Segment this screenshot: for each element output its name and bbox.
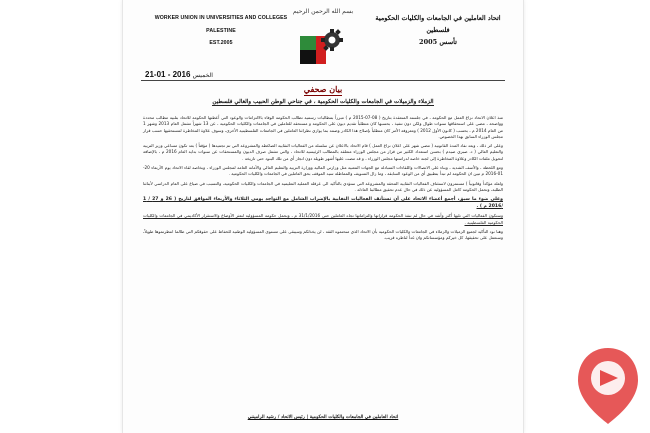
header-english-line1: WORKER UNION IN UNIVERSITIES AND COLLEGES (154, 15, 288, 21)
union-logo-icon (298, 22, 348, 68)
paragraph: وعلى اثر ذلك ، وبعد نفاد المدة القانونية ( مضي شهر على اعلان نزاع العمل ) قام الاتحاد بالاعلان عن سلسلة من الفعاليات النقابية الضاغطة والمشروعة التي تم تجميدها ( مؤقتاً ) بعد تكون مساعي وزير التربية والتعليم العالي ( د. صبري صيدم ) بحسن استعداد الكثير من قرار من مجلس الوزراء متعلقة بالمطالب الرئيسية للاتحاد ، والتي تشمل صرف الديون والمستحقات عن سنوات بداية العام 2016 م ، بالإضافة لتحويل ملفات الكادر وعلاوة المخاطرة إلى لجنة خاصة لدراستها مجلس الوزراء ، و قد مضت عليها أشهر طويلة دون انجاز أي من تلك البنود حتى تاريخه . (143, 143, 503, 161)
news-agency-watermark-icon (574, 346, 642, 426)
signature-text: اتحاد العاملين في الجامعات والكليات الحكومية | رئيس الاتحاد / رشيد الرامينني (247, 415, 399, 420)
header-english-line2: PALESTINE (206, 28, 236, 34)
header-divider (141, 80, 505, 81)
date-day: الخميس (192, 73, 213, 79)
date-value: 2016 - 01-21 (145, 70, 191, 79)
page-title (123, 84, 523, 94)
header-english (151, 12, 291, 49)
bismillah-text: بسم الله الرحمن الرحيم (292, 8, 354, 15)
header-arabic-line3: تأسس 2005 (419, 38, 457, 46)
paragraph: ومع اللحظة ، والأسف الشديد ، وبناء على الاتصالات واللقاءات المتبادلة مع الجهات المعنية مثل وزارتي المالية ووزارة التربية والتعليم العالي والأمانة العامة لمجلس الوزراء ، وبخاصة لقاء الاتحاد يوم الأربعاء 20-01-2016 م تبين ان الحكومة لم تبدأ بتطبيق أي من الوعود السابقة ، وما زال التسويف والمماطلة سيد الموقف بحق العاملين في الجامعات والكليات الحكومية . (143, 165, 503, 177)
header-arabic (373, 12, 503, 48)
paragraph: وهنا نود التأكيد لجميع الزميلات والزملاء في الجامعات والكليات الحكومية بأن الاتحاد الذي منحتموه الثقة ، لن يخذلكم وسيبقى على مستوى المسؤولية الوطنية للحفاظ على حقوقكم التي طالما انتظرتموها طويلاً، وسنعمل على تحقيقها، كل خيركم ومؤسساتكم وان غداً لناظره قريب. (143, 228, 503, 241)
page-subtitle-text: الزملاء والزميلات في الجامعات والكليات الحكومية ، في جناحي الوطن الحبيب والغالي فلسطين (212, 99, 434, 105)
document-page (122, 0, 524, 433)
paragraph: ولعله مؤكداً وقانونياً ) مستمرون لاستئناف الفعاليات النقابية المحقة والمشروعة التي ستؤدي بالتأكيد الى عرقلة العملية التعليمية في الجامعات والكليات الحكومية، والتسبب في ضياع على العام الدراسي لأبنائنا الطلبة، وتحمل الحكومة كامل المسؤولية عن ذلك في حال عدم تحقيق مطالبنا العادلة . (143, 180, 503, 192)
header-arabic-line1: اتحاد العاملين في الجامعات والكليات الحكومية (375, 14, 501, 22)
page-title-text: بيان صحفي (303, 84, 343, 94)
signature-footer (143, 415, 503, 420)
date-line (145, 70, 219, 79)
page-subtitle (123, 99, 523, 105)
statement-body (143, 115, 503, 244)
paragraph: وستكون الفعاليات التي تليها أكثر وأشد في حال لم تنفذ الحكومة قراراتها والتزاماتها تجاه العاملين حتى 31/1/2016 م ، ونحمل حكومة المسؤولية لتعثر الأوضاع والاستقرار الأكاديمي في الجامعات والكليات الحكومية الفلسطينية . (143, 213, 503, 225)
paragraph-strike-announcement: وعلى ضوء ما سبق، أجمع أعضاء الاتحاد على أن تستأنف الفعاليات النقابية بالإضراب الشامل مع التواجد يومي الثلاثاء والأربعاء الموافق لتاريخ ( 26 و 27 / 1 /2016 م ) . (143, 197, 503, 210)
header-arabic-line2: فلسطين (426, 26, 450, 34)
header-english-line3: EST.2005 (209, 40, 233, 46)
paragraph: منذ اعلان الاتحاد نزاع العمل مع الحكومة ، في جلسته المنعقدة بتاريخ ( 08-07-2015 م ) مبرزاً بمطالبات رسمية تطالب الحكومة الوفاء بالالتزامات والوعود التي أعطتها الحكومة للاتحاد بتلبية مطالب محددة وواضحة ، مضى على استحقاقها سنوات طوال ولكن دون تنفيذ ، بحسبها كان متطلباً تقديم ديون على الحكومة و مستحقة للعاملين في الجامعات والكليات الحكومية ، عن 13 شهراً تشمل العام 2013 وشهر 1 من العام 2014 م ، بحسب ( كانون الأول 2012 ) ومعروفة الأمر كان متطلباً بإصلاح هذا الكادر وضمه بما يوازي نظرائنا العاملين في الجامعات الفلسطينية الأخرى، وسوف علاوة المخاطرة لمستحقيها حسب قرار مجلس الوزراء السابق بهذا الخصوص. (143, 115, 504, 139)
